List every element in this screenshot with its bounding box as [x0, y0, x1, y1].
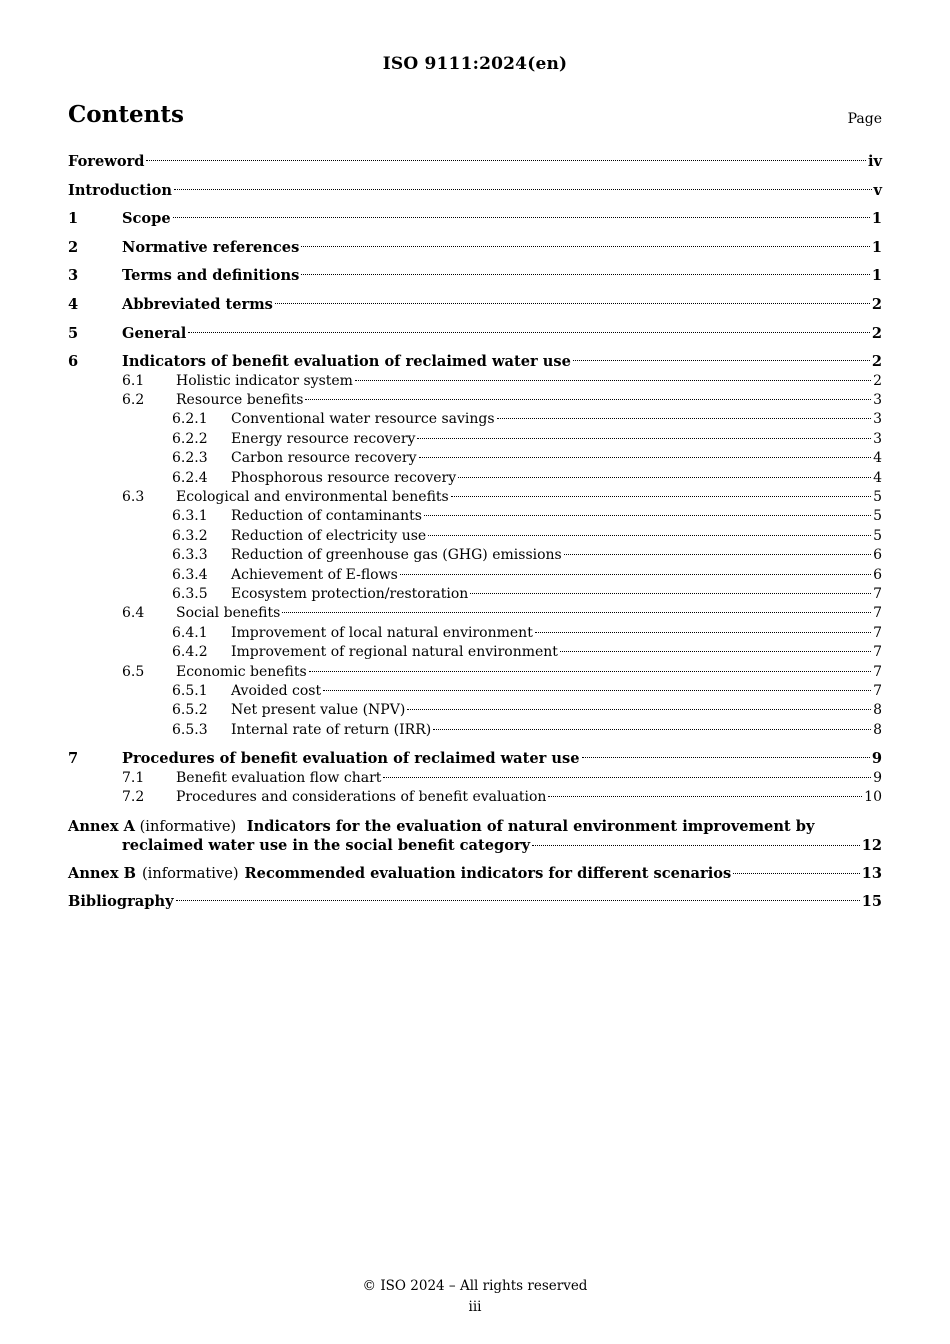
toc-entry-page: 7	[873, 624, 882, 641]
toc-entry-title: Avoided cost	[231, 683, 322, 700]
leader-dots	[564, 554, 871, 555]
toc-entry-number: 6.3	[122, 489, 145, 505]
leader-dots	[535, 632, 871, 633]
toc-entry-number: 6.1	[122, 372, 145, 389]
toc-entry[interactable]	[68, 295, 882, 314]
toc-entry[interactable]	[68, 430, 882, 449]
toc-entry[interactable]	[68, 238, 882, 257]
toc-entry-title: Ecological and environmental benefits	[176, 489, 449, 505]
annex-b-page: 13	[861, 865, 882, 883]
toc-entry[interactable]	[68, 372, 882, 391]
toc-entry[interactable]	[68, 566, 882, 585]
toc-entry-page: iv	[867, 153, 882, 170]
leader-dots	[560, 651, 871, 652]
toc-entry-number: 6.2.4	[172, 469, 208, 486]
toc-entry-page: 2	[871, 295, 882, 313]
bibliography-entry[interactable]	[68, 892, 882, 911]
toc-entry-number: 3	[68, 267, 79, 285]
toc-entry[interactable]	[68, 769, 882, 788]
toc-entry-page: 5	[873, 489, 882, 505]
toc-entries	[68, 152, 882, 808]
toc-entry-title: Normative references	[122, 238, 300, 256]
toc-entry-title: Reduction of contaminants	[231, 508, 422, 525]
toc-entry-number: 6.3.3	[172, 547, 208, 564]
toc-entry[interactable]	[68, 604, 882, 623]
toc-entry-title: Indicators of benefit evaluation of reclaimed water use	[122, 353, 571, 371]
leader-dots	[323, 690, 871, 691]
toc-entry-title: Foreword	[68, 153, 145, 170]
toc-entry-number: 6.5.1	[172, 683, 208, 700]
toc-entry-number: 6.2.1	[172, 411, 208, 428]
toc-entry[interactable]	[68, 324, 882, 343]
leader-dots	[532, 845, 860, 846]
toc-entry-page: 2	[871, 324, 882, 342]
leader-dots	[451, 496, 871, 497]
toc-entry-page: 4	[873, 450, 882, 467]
toc-entry-number: 6.5	[122, 663, 145, 680]
toc-entry-page: 4	[873, 469, 882, 486]
toc-entry[interactable]	[68, 624, 882, 643]
toc-entry-number: 6.4.2	[172, 644, 208, 661]
toc-entry-number: 1	[68, 210, 79, 228]
toc-entry[interactable]	[68, 209, 882, 228]
toc-entry-title: Energy resource recovery	[231, 430, 416, 447]
toc-entry-number: 6.3.4	[172, 566, 208, 583]
toc-entry-title: Social benefits	[176, 605, 281, 622]
toc-entry-page: 2	[873, 372, 882, 389]
toc-entry-title: Holistic indicator system	[176, 372, 353, 389]
bibliography-title: Bibliography	[68, 893, 174, 911]
toc-entry-number: 6.5.3	[172, 721, 208, 738]
toc-entry-page: 3	[873, 430, 882, 447]
toc-entry[interactable]	[68, 585, 882, 604]
leader-dots	[146, 160, 866, 161]
leader-dots	[417, 438, 871, 439]
toc-entry[interactable]	[68, 721, 882, 740]
leader-dots	[176, 900, 860, 901]
annex-a-title-line2: reclaimed water use in the social benefit category	[122, 836, 531, 854]
toc-entry-title: Improvement of local natural environment	[231, 624, 533, 641]
toc-entry[interactable]	[68, 527, 882, 546]
toc-entry-number: 4	[68, 295, 79, 313]
annex-a-entry[interactable]	[68, 817, 882, 855]
page-column-label: Page	[847, 111, 882, 127]
toc-entry-title: Benefit evaluation flow chart	[176, 769, 382, 786]
toc-entry-number: 6.5.2	[172, 702, 208, 719]
toc-entry[interactable]	[68, 749, 882, 768]
toc-entry[interactable]	[68, 788, 882, 807]
toc-entry-title: Carbon resource recovery	[231, 450, 417, 467]
toc-entry-page: 6	[873, 547, 882, 564]
annex-a-page: 12	[861, 836, 882, 854]
toc-entry[interactable]	[68, 391, 882, 410]
toc-entry[interactable]	[68, 507, 882, 526]
toc-entry-title: Ecosystem protection/restoration	[231, 586, 469, 603]
toc-entry-number: 7.1	[122, 769, 145, 786]
toc-entry[interactable]	[68, 410, 882, 429]
toc-entry[interactable]	[68, 488, 882, 507]
leader-dots	[301, 274, 869, 275]
toc-entry[interactable]	[68, 663, 882, 682]
annex-b-label: Annex B	[68, 865, 136, 883]
toc-entry-page: 7	[873, 644, 882, 661]
leader-dots	[188, 332, 870, 333]
toc-entry-title: Internal rate of return (IRR)	[231, 721, 432, 738]
toc-entry-page: 1	[871, 267, 882, 285]
leader-dots	[355, 380, 871, 381]
toc-entry-number: 6	[68, 353, 79, 371]
table-of-contents	[68, 152, 882, 912]
toc-entry-title: Terms and definitions	[122, 267, 300, 285]
toc-entry[interactable]	[68, 352, 882, 371]
toc-entry-title: Scope	[122, 210, 171, 228]
contents-title: Contents	[68, 101, 184, 128]
toc-entry-page: 7	[873, 663, 882, 680]
toc-entry-number: 6.3.5	[172, 586, 208, 603]
toc-entry-page: 1	[871, 238, 882, 256]
leader-dots	[400, 574, 871, 575]
toc-entry-title: General	[122, 324, 187, 342]
toc-entry[interactable]	[68, 643, 882, 662]
toc-entry-page: 9	[871, 750, 882, 768]
toc-entry-page: 10	[864, 789, 882, 806]
toc-entry[interactable]	[68, 181, 882, 200]
toc-entry[interactable]	[68, 469, 882, 488]
leader-dots	[470, 593, 871, 594]
toc-entry-number: 6.2.2	[172, 430, 208, 447]
toc-entry-title: Conventional water resource savings	[231, 411, 495, 428]
leader-dots	[573, 360, 870, 361]
annex-a-label: Annex A	[68, 817, 135, 835]
leader-dots	[548, 796, 862, 797]
leader-dots	[419, 457, 872, 458]
toc-entry-number: 2	[68, 238, 79, 256]
toc-entry-title: Reduction of greenhouse gas (GHG) emissions	[231, 547, 562, 564]
toc-entry-number: 6.3.2	[172, 527, 208, 544]
toc-entry-page: 9	[873, 769, 882, 786]
copyright-notice: © ISO 2024 – All rights reserved	[362, 1278, 588, 1294]
leader-dots	[424, 515, 871, 516]
toc-entry-title: Introduction	[68, 181, 172, 199]
toc-entry-page: 7	[873, 586, 882, 603]
leader-dots	[497, 418, 872, 419]
annex-b-title: Recommended evaluation indicators for different scenarios	[244, 865, 732, 883]
toc-entry-page: 7	[873, 605, 882, 622]
bibliography-page: 15	[861, 893, 882, 911]
toc-entry-page: 8	[873, 702, 882, 719]
leader-dots	[305, 399, 871, 400]
leader-dots	[174, 189, 872, 190]
toc-entry[interactable]	[68, 701, 882, 720]
toc-entry-title: Procedures and considerations of benefit evaluation	[176, 789, 547, 806]
leader-dots	[582, 757, 870, 758]
toc-entry-title: Achievement of E-flows	[231, 566, 398, 583]
toc-entry-number: 7	[68, 750, 79, 768]
toc-entry-title: Economic benefits	[176, 663, 307, 680]
toc-entry-title: Phosphorous resource recovery	[231, 469, 457, 486]
annex-a-title-line1: Indicators for the evaluation of natural environment improvement by	[246, 817, 815, 835]
page-footer	[0, 1276, 950, 1317]
toc-entry[interactable]	[68, 682, 882, 701]
toc-entry-page: 3	[873, 411, 882, 428]
toc-entry-page: 6	[873, 566, 882, 583]
toc-entry-title: Reduction of electricity use	[231, 527, 427, 544]
toc-entry-title: Net present value (NPV)	[231, 702, 406, 719]
annex-b-entry[interactable]	[68, 864, 882, 883]
toc-entry-page: v	[873, 181, 882, 199]
toc-entry[interactable]	[68, 152, 882, 171]
leader-dots	[458, 477, 871, 478]
leader-dots	[301, 246, 870, 247]
contents-heading-row	[68, 100, 882, 130]
toc-entry[interactable]	[68, 449, 882, 468]
toc-entry[interactable]	[68, 546, 882, 565]
toc-entry-page: 7	[873, 683, 882, 700]
leader-dots	[428, 535, 871, 536]
toc-entry-title: Resource benefits	[176, 391, 304, 408]
leader-dots	[309, 671, 871, 672]
toc-entry[interactable]	[68, 266, 882, 285]
toc-entry-title: Abbreviated terms	[122, 295, 273, 313]
toc-entry-number: 6.4	[122, 605, 145, 622]
toc-entry-number: 6.2	[122, 391, 145, 408]
leader-dots	[383, 777, 871, 778]
document-id: ISO 9111:2024(en)	[382, 54, 568, 74]
annex-a-info: (informative)	[139, 817, 237, 835]
toc-entry-number: 6.3.1	[172, 508, 208, 525]
page-number: iii	[468, 1299, 482, 1315]
toc-entry-number: 6.2.3	[172, 450, 208, 467]
annex-b-info: (informative)	[141, 865, 239, 883]
toc-entry-page: 5	[873, 508, 882, 525]
toc-entry-page: 8	[873, 721, 882, 738]
leader-dots	[733, 873, 859, 874]
leader-dots	[282, 612, 871, 613]
leader-dots	[173, 217, 870, 218]
toc-entry-page: 1	[871, 210, 882, 228]
toc-entry-page: 5	[873, 527, 882, 544]
leader-dots	[407, 709, 871, 710]
toc-entry-page: 2	[871, 353, 882, 371]
toc-entry-title: Improvement of regional natural environment	[231, 644, 558, 661]
toc-entry-page: 3	[873, 391, 882, 408]
toc-entry-number: 7.2	[122, 789, 145, 806]
toc-entry-title: Procedures of benefit evaluation of reclaimed water use	[122, 750, 580, 768]
leader-dots	[275, 303, 870, 304]
leader-dots	[433, 729, 871, 730]
toc-entry-number: 5	[68, 324, 79, 342]
toc-entry-number: 6.4.1	[172, 624, 208, 641]
